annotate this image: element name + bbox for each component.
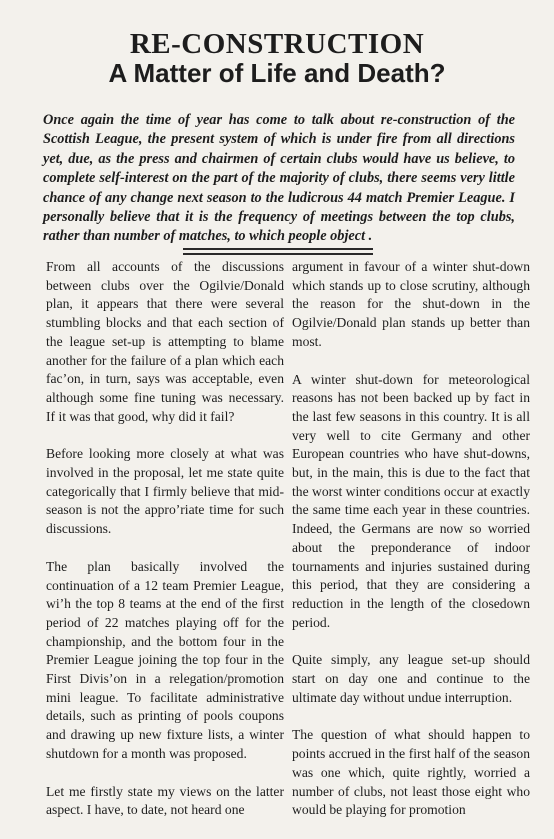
divider-rule-bottom [183, 253, 373, 255]
body-paragraph: Quite simply, any league set-up should start on day one and continue to the ultimate day without undue interruption. [292, 652, 530, 705]
article-title: RE-CONSTRUCTION [129, 28, 425, 60]
article-subtitle: A Matter of Life and Death? [108, 58, 446, 88]
body-paragraph: A winter shut-down for meteorological reasons has not been backed up by fact in the last few seasons in this country. It is all very well to cite Germany and other European countries who have shut-downs, but, in the main, this is due to the fact that the worst winter conditions occur at exactly the same time each year in these countries. Indeed, the Germans are now so worried about the preponderance of indoor tournaments and injuries sustained during this period, that they are considering a reduction in the length of the closedown period. [292, 371, 530, 630]
right-column [292, 258, 530, 839]
body-paragraph: The question of what should happen to points accrued in the first half of the season was one which, quite rightly, worried a number of clubs, not least those eight who would be playing for promotion [292, 727, 530, 818]
divider-rule-top [183, 248, 373, 250]
body-paragraph: The plan basically involved the continuation of a 12 team Premier League, wi’h the top 8 teams at the end of the first period of 22 matches playing off for the championship, and the bottom four in the Premier League joining the top four in the First Divis’on in a relegation/promotion mini league. To facilitate administrative details, such as printing of pools coupons and drawing up new fixture lists, a winter shutdown for a month was proposed. [46, 558, 284, 761]
body-paragraph: From all accounts of the discussions between clubs over the Ogilvie/Donald plan, it appears that there were several stumbling blocks and that each section of the league set-up is attempting to blame another for the failure of a plan which each fac’on, in turn, says was acceptable, even although some fine tuning was necessary. If it was that good, why did it fail? [46, 259, 284, 424]
left-column [46, 258, 284, 839]
body-paragraph: Let me firstly state my views on the latter aspect. I have, to date, not heard one [46, 783, 284, 818]
body-paragraph: Before looking more closely at what was involved in the proposal, let me state quite categorically that I firmly believe that mid-season is not the appro’riate time for such discussions. [46, 446, 284, 537]
body-paragraph: argument in favour of a winter shut-down which stands up to close scrutiny, although the reason for the shut-down in the Ogilvie/Donald plan stands up better than most. [292, 259, 530, 349]
intro-paragraph: Once again the time of year has come to talk about re-construction of the Scottish League, the present system of which is under fire from all directions yet, due, as the press and chairmen of certain clubs would have us believe, to complete self-interest on the part of the majority of clubs, there seems very little chance of any change next season to the ludicrous 44 match Premier League. I personally believe that it is the frequency of meetings between the top clubs, rather than number of matches, to which people object . [43, 112, 515, 245]
